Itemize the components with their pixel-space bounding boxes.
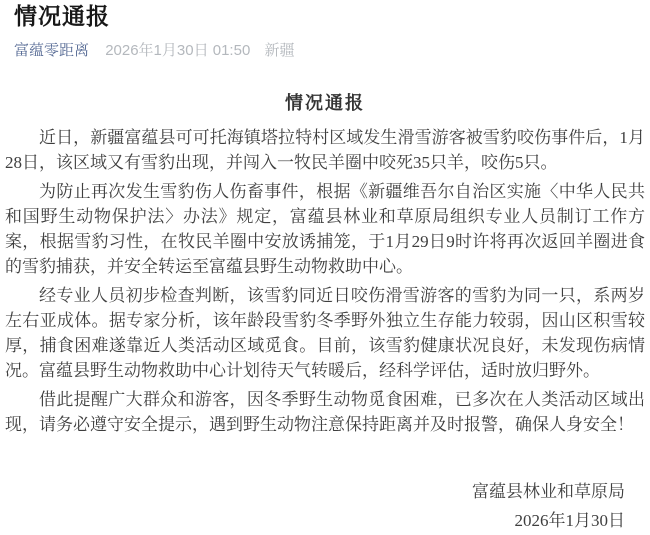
article-content — [0, 91, 650, 535]
article-header — [0, 0, 650, 59]
article-body — [5, 125, 645, 437]
page-title: 情况通报 — [14, 3, 110, 29]
byline — [0, 43, 650, 59]
signature-block — [5, 477, 645, 535]
article-paragraph: 近日，新疆富蕴县可可托海镇塔拉特村区域发生滑雪游客被雪豹咬伤事件后，1月28日，该区域又有雪豹出现，并闯入一牧民羊圈中咬死35只羊，咬伤5只。 — [5, 128, 645, 172]
signature-date: 2026年1月30日 — [514, 511, 625, 530]
article-paragraph: 借此提醒广大群众和游客，因冬季野生动物觅食困难，已多次在人类活动区域出现，请务必遵守安全提示，遇到野生动物注意保持距离并及时报警，确保人身安全！ — [5, 390, 645, 434]
article-paragraph: 经专业人员初步检查判断，该雪豹同近日咬伤滑雪游客的雪豹为同一只，系两岁左右亚成体。据专家分析，该年龄段雪豹冬季野外独立生存能力较弱，因山区积雪较厚，捕食困难遂靠近人类活动区域觅食。目前，该雪豹健康状况良好，未发现伤病情况。富蕴县野生动物救助中心计划待天气转暖后，经科学评估，适时放归野外。 — [5, 286, 645, 380]
publish-datetime: 2026年1月30日 01:50 — [105, 42, 251, 59]
signature-org: 富蕴县林业和草原局 — [472, 482, 625, 501]
article-paragraph: 为防止再次发生雪豹伤人伤畜事件，根据《新疆维吾尔自治区实施〈中华人民共和国野生动物保护法〉办法》规定，富蕴县林业和草原局组织专业人员制订工作方案，根据雪豹习性，在牧民羊圈中安放诱捕笼，于1月29日9时许将再次返回羊圈进食的雪豹捕获，并安全转运至富蕴县野生动物救助中心。 — [5, 182, 645, 276]
publish-location: 新疆 — [264, 42, 295, 59]
article-heading: 情况通报 — [285, 93, 365, 113]
account-name-link[interactable]: 富蕴零距离 — [14, 42, 90, 59]
